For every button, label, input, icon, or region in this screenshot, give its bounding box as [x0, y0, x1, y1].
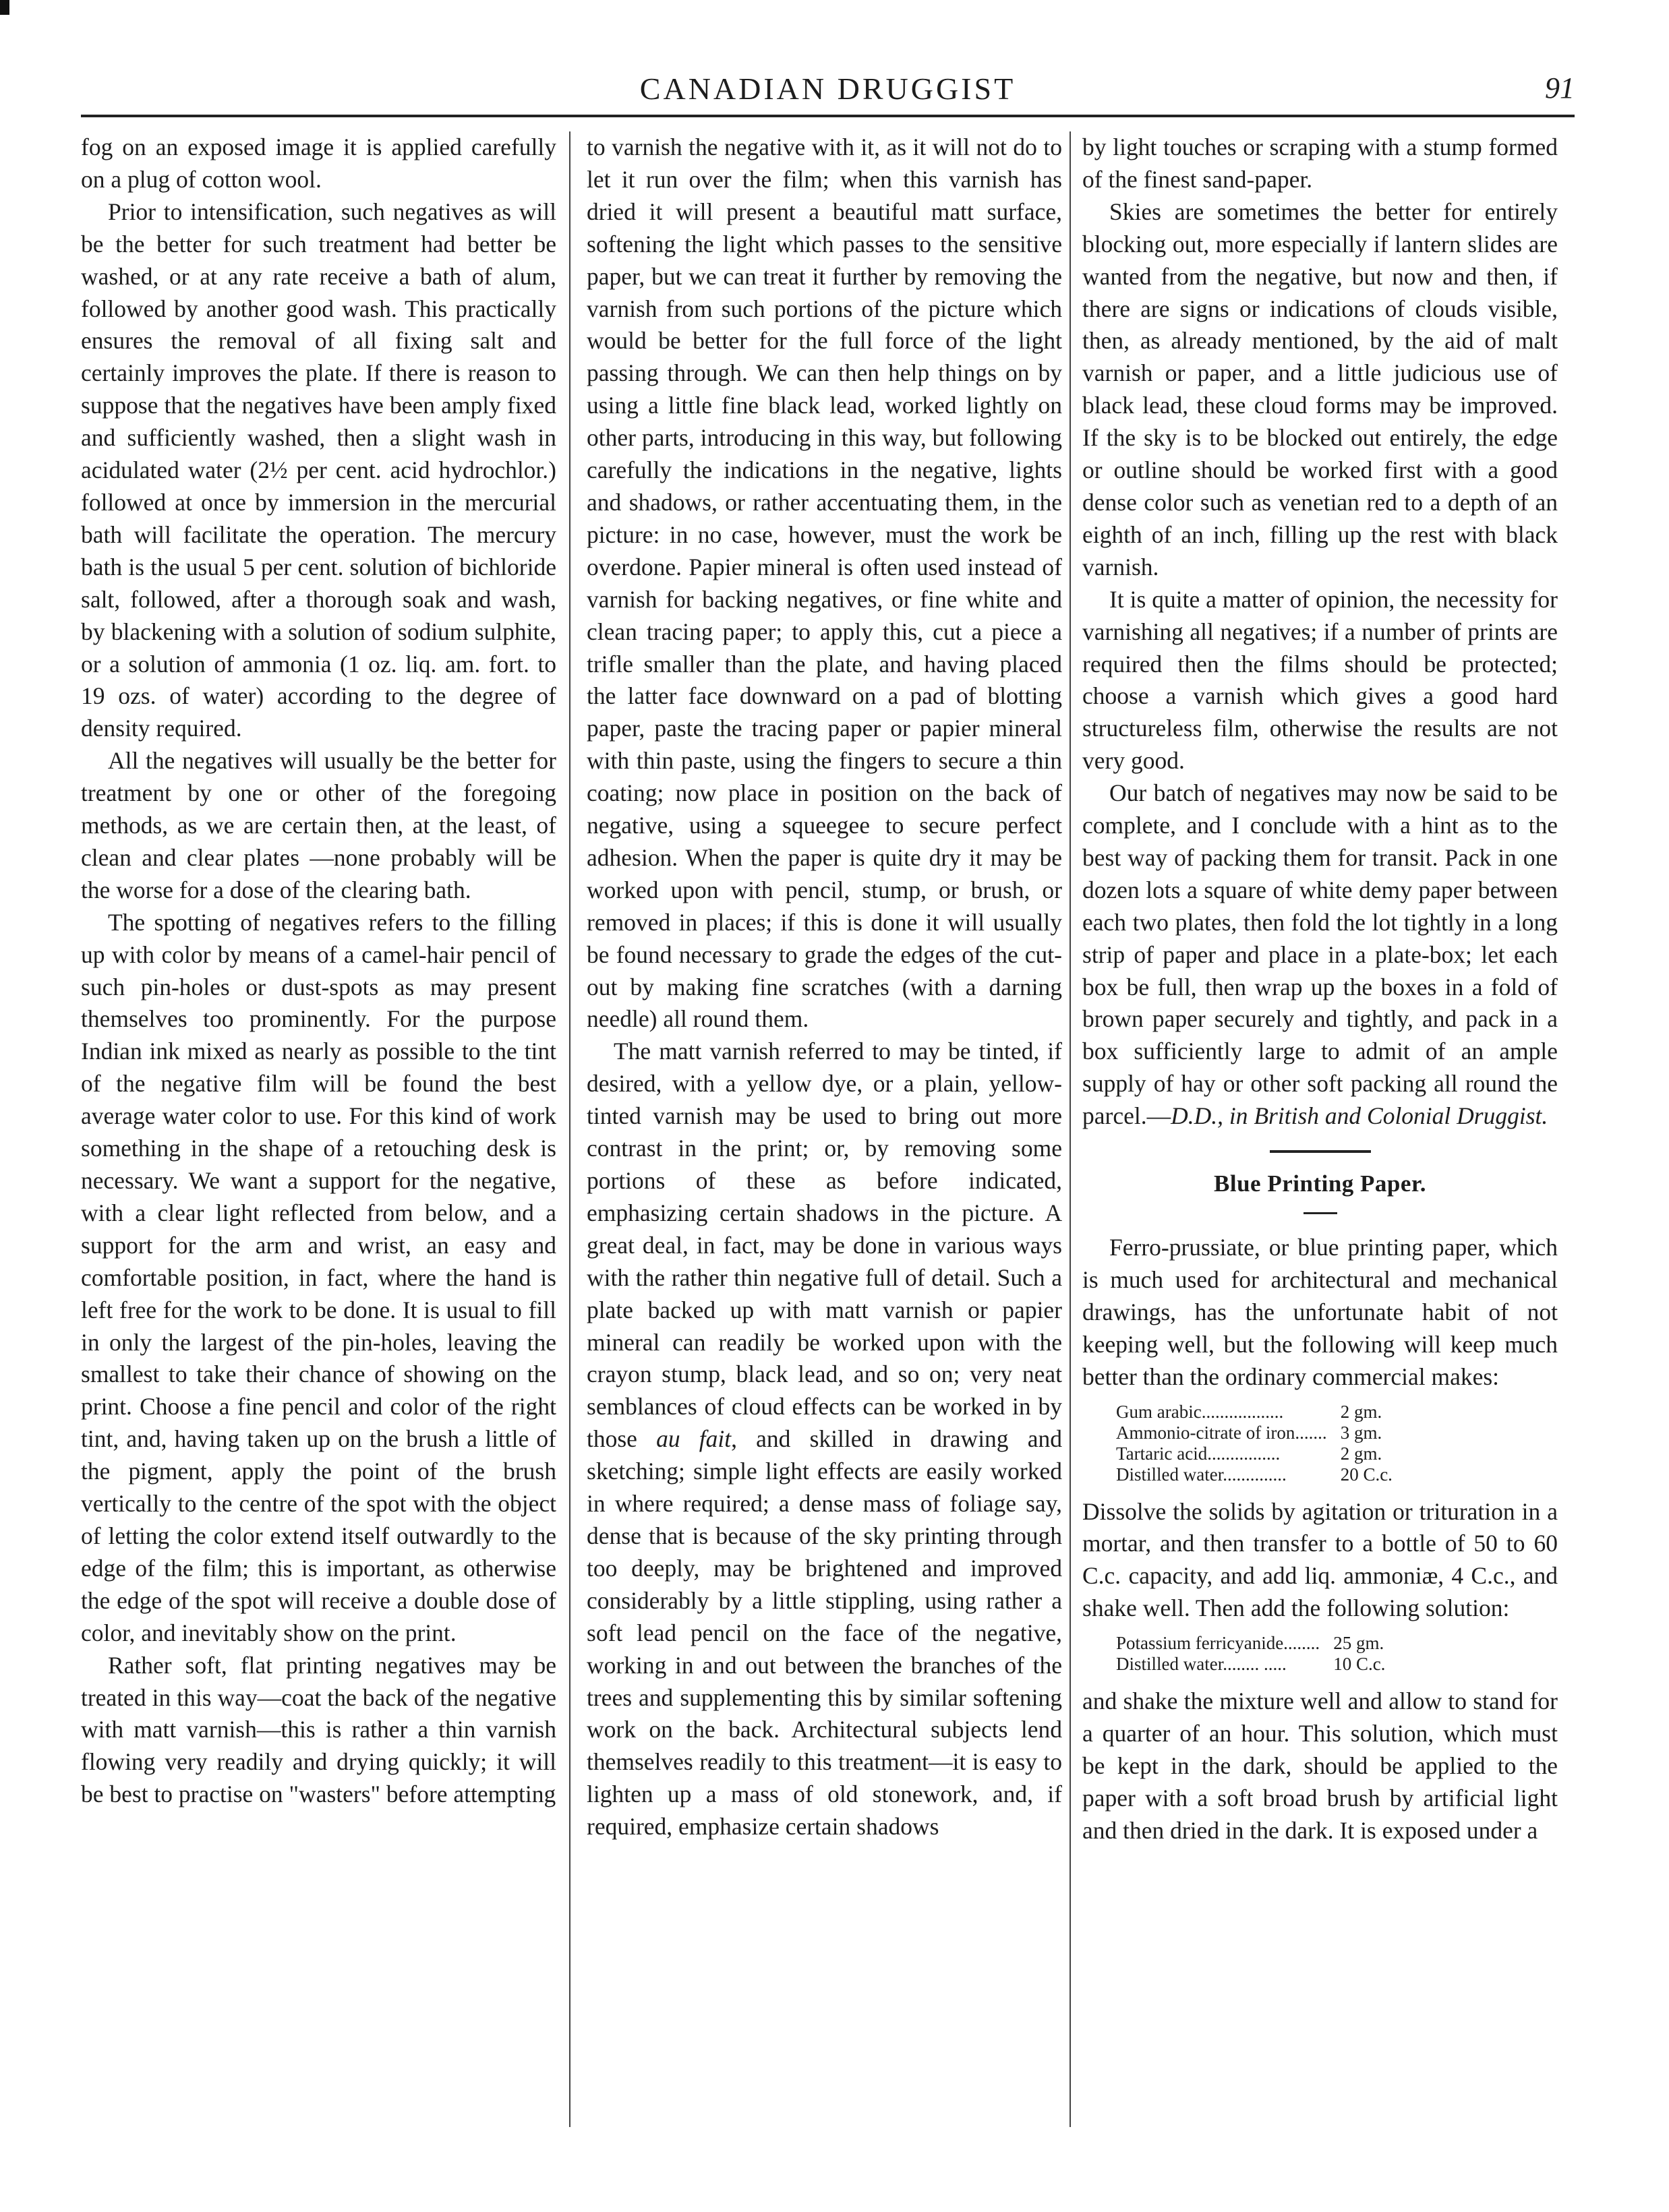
- recipe-row: [1116, 1654, 1385, 1675]
- paragraph: The spotting of negatives refers to the filling up with color by means of a camel-hair pencil of such pin-holes or dust-spots as may present themselves too prominently. For the purpose Indian ink mixed as nearly as possible to the tint of the negative film will be found the best average water color to use. For this kind of work something in the shape of a retouching desk is necessary. We want a support for the negative, with a clear light reflected from below, and a support for the arm and wrist, an easy and comfortable position, in fact, where the hand is left free for the work to be done. It is usual to fill in only the largest of the pin-holes, leaving the smallest to take their chance of showing on the print. Choose a fine pencil and color of the right tint, and, having taken up on the brush a little of the pigment, apply the point of the brush vertically to the centre of the spot with the object of letting the color extend itself outwardly to the edge of the film; this is important, as otherwise the edge of the spot will receive a double dose of color, and inevitably show on the print.: [81, 908, 556, 1646]
- ingredient: Potassium ferricyanide........: [1116, 1633, 1320, 1654]
- section-title-rule: [1304, 1212, 1337, 1214]
- paragraph: by light touches or scraping with a stump formed of the finest sand-paper.: [1082, 133, 1558, 193]
- section-divider: [1270, 1150, 1371, 1153]
- ingredient: Ammonio-citrate of iron.......: [1116, 1422, 1327, 1443]
- paragraph: It is quite a matter of opinion, the necessity for varnishing all negatives; if a number of prints are required then the films should be protected; choose a varnish which gives a good hard structureless film, otherwise the results are not very good.: [1082, 585, 1558, 775]
- quantity: 10 C.c.: [1333, 1654, 1386, 1675]
- paragraph: All the negatives will usually be the better for treatment by one or other of the foregoing methods, as we are certain then, at the least, of clean and clear plates —none probably will be the worse for a dose of the clearing bath.: [81, 747, 556, 903]
- paragraph: [1082, 777, 1558, 1133]
- column-rule: [569, 131, 570, 2127]
- ingredient: Tartaric acid................: [1116, 1443, 1281, 1464]
- paragraph: Dissolve the solids by agitation or trituration in a mortar, and then transfer to a bottle of 50 to 60 C.c. capacity, and add liq. ammoniæ, 4 C.c., and shake well. Then add the following solution:: [1082, 1497, 1558, 1622]
- recipe-row: [1116, 1402, 1393, 1423]
- running-head: [81, 71, 1575, 118]
- paragraph: Ferro-prussiate, or blue printing paper, which is much used for architectural and mechanical drawings, has the unfortunate habit of not keeping well, but the following will keep much better than the ordinary commercial makes:: [1082, 1234, 1558, 1390]
- ingredient: Distilled water..............: [1116, 1464, 1287, 1485]
- paragraph: to varnish the negative with it, as it will not do to let it run over the film; when this varnish has dried it will present a beautiful matt surface, softening the light which passes to the sensitive paper, but we can treat it further by removing the varnish from such portions of the picture which would be better for the full force of the light passing through. We can then help things on by using a little fine black lead, worked lightly on other parts, introducing in this way, but following carefully the indications in the negative, lights and shadows, or rather accentuating them, in the picture: in no case, however, must the work be overdone. Papier mineral is often used instead of varnish for backing negatives, or fine white and clean tracing paper; to apply this, cut a piece a trifle smaller than the plate, and having placed the latter face downward on a pad of blotting paper, paste the tracing paper or papier mineral with thin paste, using the fingers to secure a thin coating; now place in position on the back of negative, using a squeegee to secure perfect adhesion. When the paper is quite dry it may be worked upon with pencil, stump, or brush, or removed in places; if this is done it will usually be found necessary to grade the edges of the cut-out by making fine scratches (with a darning needle) all round them.: [587, 133, 1062, 1033]
- recipe-row: [1116, 1633, 1385, 1654]
- column-3: [1082, 131, 1558, 1847]
- paragraph: [587, 1036, 1062, 1843]
- italic-phrase: au fait: [656, 1425, 732, 1453]
- column-1: [81, 131, 556, 1811]
- ingredient: Gum arabic..................: [1116, 1401, 1284, 1422]
- paragraph: and shake the mixture well and allow to stand for a quarter of an hour. This solution, which must be kept in the dark, should be applied to the paper with a soft broad brush by artificial light and then dried in the dark. It is exposed under a: [1082, 1687, 1558, 1844]
- attribution: D.D., in British and Colonial Druggist.: [1171, 1102, 1548, 1130]
- header-rule: [81, 115, 1575, 117]
- text-run: The matt varnish referred to may be tinted, if desired, with a yellow dye, or a plain, yellow-tinted varnish may be used to bring out more contrast in the print; or, by removing some portions of these as before indicated, emphasizing certain shadows in the picture. A great deal, in fact, may be done in various ways with the rather thin negative full of detail. Such a plate backed up with matt varnish or papier mineral can readily be worked upon with the crayon stump, black lead, and so on; very neat semblances of cloud effects can be worked in by those: [587, 1038, 1062, 1453]
- recipe-row: [1116, 1464, 1393, 1485]
- paragraph: Prior to intensification, such negatives as will be the better for such treatment had better be washed, or at any rate receive a bath of alum, followed by another good wash. This practically ensures the removal of all fixing salt and certainly improves the plate. If there is reason to suppose that the negatives have been amply fixed and sufficiently washed, then a slight wash in acidulated water (2½ per cent. acid hydrochlor.) followed at once by immersion in the mercurial bath will facilitate the operation. The mercury bath is the usual 5 per cent. solution of bichloride salt, followed, after a thorough soak and wash, by blackening with a solution of sodium sulphite, or a solution of ammonia (1 oz. liq. am. fort. to 19 ozs. of water) according to the degree of density required.: [81, 198, 556, 742]
- page-number: 91: [1545, 71, 1575, 104]
- recipe-row: [1116, 1423, 1393, 1443]
- quantity: 2 gm.: [1340, 1401, 1382, 1422]
- paragraph: Skies are sometimes the better for entirely blocking out, more especially if lantern slides are wanted from the negative, but now and then, if there are signs or indications of clouds visible, then, as already mentioned, by the aid of malt varnish or paper, and a little judicious use of black lead, these cloud forms may be improved. If the sky is to be blocked out entirely, the edge or outline should be worked first with a good dense color such as venetian red to a depth of an eighth of an inch, filling up the rest with black varnish.: [1082, 198, 1558, 580]
- ingredient: Distilled water........ .....: [1116, 1654, 1287, 1675]
- paragraph: Rather soft, flat printing negatives may be treated in this way—coat the back of the negative with matt varnish—this is rather a thin varnish flowing very readily and drying quickly; it will be best to practise on "wasters" before attempting: [81, 1651, 556, 1808]
- paragraph: fog on an exposed image it is applied carefully on a plug of cotton wool.: [81, 133, 556, 193]
- quantity: 25 gm.: [1333, 1633, 1384, 1654]
- quantity: 20 C.c.: [1340, 1464, 1393, 1485]
- corner-mark: [0, 0, 9, 15]
- column-rule: [1070, 131, 1071, 2127]
- quantity: 2 gm.: [1340, 1443, 1382, 1464]
- journal-title: CANADIAN DRUGGIST: [639, 71, 1016, 106]
- text-run: , and skilled in drawing and sketching; simple light effects are easily worked in where required; a dense mass of foliage say, dense that is because of the sky printing through too deeply, may be brightened and improved considerably by a little stippling, using rather a soft lead pencil on the face of the negative, working in and out between the branches of the trees and supplementing this by similar softening work on the back. Architectural subjects lend themselves readily to this treatment—it is easy to lighten up a mass of old stonework, and, if required, emphasize certain shadows: [587, 1425, 1062, 1841]
- recipe-table-1: [1116, 1402, 1393, 1485]
- text-run: Our batch of negatives may now be said to be complete, and I conclude with a hint as to the best way of packing them for transit. Pack in one dozen lots a square of white demy paper between each two plates, then fold the lot tightly in a long strip of paper and place in a plate-box; let each box be full, then wrap up the boxes in a fold of brown paper securely and tightly, and pack in a box sufficiently large to admit of an ample supply of hay or other soft packing all round the parcel.—: [1082, 779, 1558, 1130]
- quantity: 3 gm.: [1340, 1422, 1382, 1443]
- column-2: [587, 131, 1062, 1843]
- recipe-table-2: [1116, 1633, 1385, 1675]
- section-title: Blue Printing Paper.: [1214, 1170, 1426, 1197]
- recipe-row: [1116, 1443, 1393, 1464]
